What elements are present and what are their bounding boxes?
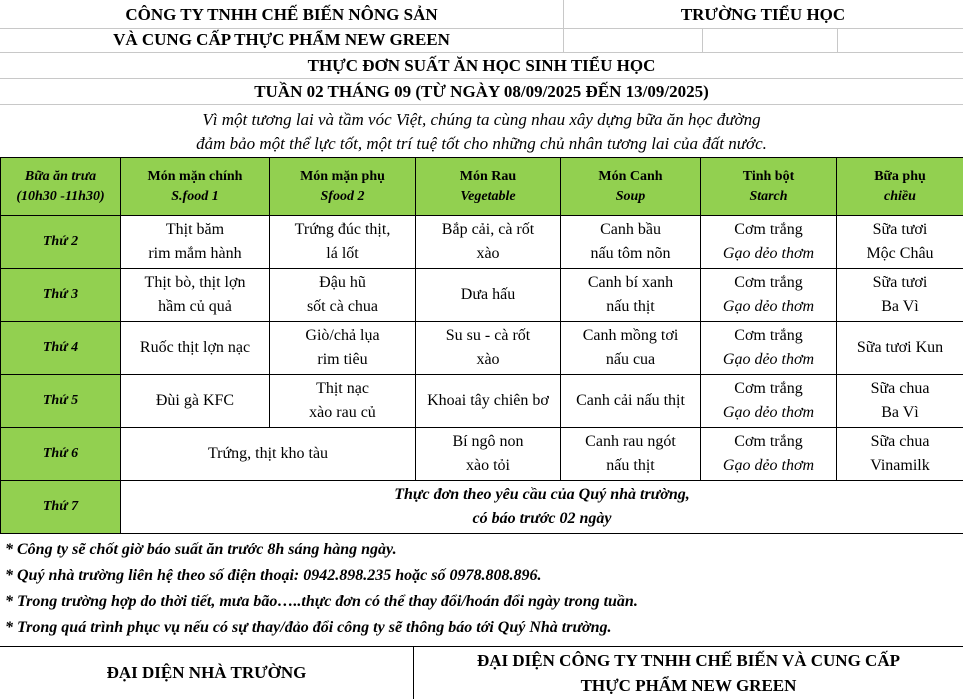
side-dish-cell: Đậu hũ sốt cà chua: [270, 269, 416, 322]
school-name: TRƯỜNG TIỂU HỌC: [680, 5, 846, 24]
main-dish-cell: Thịt băm rim mắm hành: [121, 216, 270, 269]
day-label: Thứ 6: [1, 428, 121, 481]
page-title: THỰC ĐƠN SUẤT ĂN HỌC SINH TIỂU HỌC: [307, 55, 656, 75]
soup-cell: Canh cải nấu thịt: [561, 375, 701, 428]
note-line: * Trong quá trình phục vụ nếu có sự thay/đảo đổi công ty sẽ thông báo tới Quý Nhà trường.: [5, 619, 612, 636]
starch-cell: Cơm trắng Gạo dẻo thơm: [701, 216, 837, 269]
col-header-starch: Tinh bột Starch: [701, 158, 837, 216]
vegetable-cell: Dưa hấu: [416, 269, 561, 322]
menu-table: [0, 157, 963, 534]
snack-cell: Sữa chua Vinamilk: [837, 428, 963, 481]
week-range: TUẦN 02 THÁNG 09 (TỪ NGÀY 08/09/2025 ĐẾN 13/09/2025): [254, 81, 709, 101]
slogan-line1: Vì một tương lai và tầm vóc Việt, chúng ta cùng nhau xây dựng bữa ăn học đường: [202, 110, 761, 129]
day-label: Thứ 3: [1, 269, 121, 322]
soup-cell: Canh rau ngót nấu thịt: [561, 428, 701, 481]
col-header-side-dish: Món mặn phụ Sfood 2: [270, 158, 416, 216]
table-row: [1, 375, 963, 428]
table-row: [1, 216, 963, 269]
side-dish-cell: Giò/chả lụa rim tiêu: [270, 322, 416, 375]
starch-cell: Cơm trắng Gạo dẻo thơm: [701, 269, 837, 322]
company-representative-line1: ĐẠI DIỆN CÔNG TY TNHH CHẾ BIẾN VÀ CUNG CẤP: [476, 651, 900, 670]
vegetable-cell: Su su - cà rốt xào: [416, 322, 561, 375]
school-representative: ĐẠI DIỆN NHÀ TRƯỜNG: [106, 663, 307, 682]
col-header-vegetable: Món Rau Vegetable: [416, 158, 561, 216]
col-header-meal: Bữa ăn trưa (10h30 -11h30): [1, 158, 121, 216]
col-header-soup: Món Canh Soup: [561, 158, 701, 216]
main-side-dish-merged-cell: Trứng, thịt kho tàu: [121, 428, 416, 481]
note-line: * Quý nhà trường liên hệ theo số điện thoại: 0942.898.235 hoặc số 0978.808.896.: [5, 567, 542, 584]
soup-cell: Canh bầu nấu tôm nõn: [561, 216, 701, 269]
day-label: Thứ 5: [1, 375, 121, 428]
snack-cell: Sữa chua Ba Vì: [837, 375, 963, 428]
side-dish-cell: Trứng đúc thịt, lá lốt: [270, 216, 416, 269]
company-name-line2: VÀ CUNG CẤP THỰC PHẨM NEW GREEN: [113, 30, 450, 49]
gridline: [702, 28, 703, 52]
main-dish-cell: Thịt bò, thịt lợn hầm củ quả: [121, 269, 270, 322]
slogan-line2: đảm bảo một thể lực tốt, một trí tuệ tốt cho những chủ nhân tương lai của đất nước.: [196, 134, 767, 153]
snack-cell: Sữa tươi Mộc Châu: [837, 216, 963, 269]
main-dish-cell: Đùi gà KFC: [121, 375, 270, 428]
vegetable-cell: Khoai tây chiên bơ: [416, 375, 561, 428]
vegetable-cell: Bắp cải, cà rốt xào: [416, 216, 561, 269]
col-header-main-dish: Món mặn chính S.food 1: [121, 158, 270, 216]
company-name-line1: CÔNG TY TNHH CHẾ BIẾN NÔNG SẢN: [125, 5, 438, 24]
day-label: Thứ 4: [1, 322, 121, 375]
day-label: Thứ 2: [1, 216, 121, 269]
soup-cell: Canh bí xanh nấu thịt: [561, 269, 701, 322]
day-label: Thứ 7: [1, 481, 121, 534]
gridline: [837, 28, 838, 52]
starch-cell: Cơm trắng Gạo dẻo thơm: [701, 322, 837, 375]
col-header-snack: Bữa phụ chiều: [837, 158, 963, 216]
table-row: [1, 428, 963, 481]
table-header-row: [1, 158, 963, 216]
snack-cell: Sữa tươi Ba Vì: [837, 269, 963, 322]
gridline: [0, 104, 963, 105]
saturday-merged-cell: Thực đơn theo yêu cầu của Quý nhà trường, có báo trước 02 ngày: [121, 481, 963, 534]
soup-cell: Canh mồng tơi nấu cua: [561, 322, 701, 375]
menu-table-wrap: [0, 157, 963, 533]
table-row: [1, 481, 963, 534]
starch-cell: Cơm trắng Gạo dẻo thơm: [701, 375, 837, 428]
starch-cell: Cơm trắng Gạo dẻo thơm: [701, 428, 837, 481]
side-dish-cell: Thịt nạc xào rau củ: [270, 375, 416, 428]
table-row: [1, 269, 963, 322]
note-line: * Trong trường hợp do thời tiết, mưa bão…..thực đơn có thể thay đổi/hoán đổi ngày trong tuần.: [5, 593, 638, 610]
note-line: * Công ty sẽ chốt giờ báo suất ăn trước 8h sáng hàng ngày.: [5, 541, 397, 558]
company-representative-line2: THỰC PHẨM NEW GREEN: [580, 676, 797, 695]
snack-cell: Sữa tươi Kun: [837, 322, 963, 375]
table-row: [1, 322, 963, 375]
vegetable-cell: Bí ngô non xào tỏi: [416, 428, 561, 481]
main-dish-cell: Ruốc thịt lợn nạc: [121, 322, 270, 375]
